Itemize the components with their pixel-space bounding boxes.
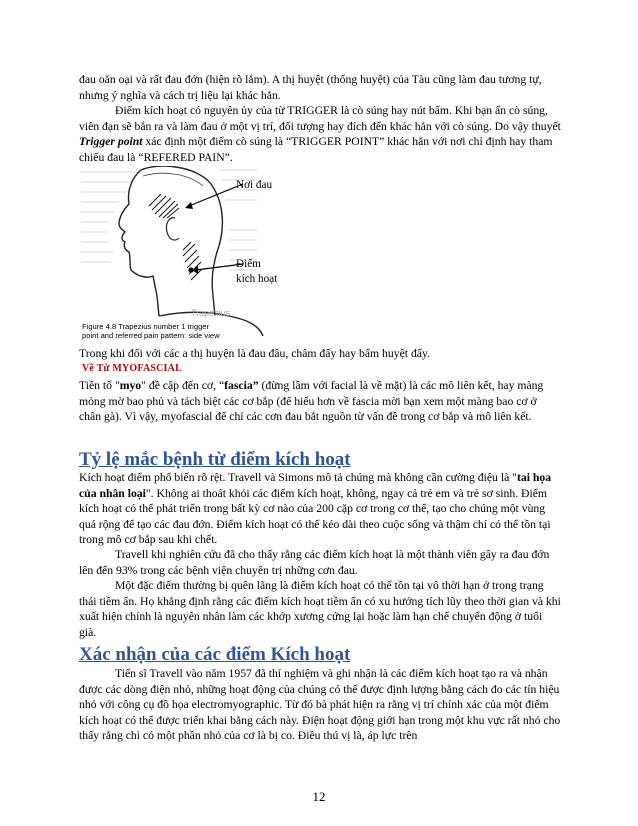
paragraph-a-thi: Trong khi đối với các a thị huyện là đau đâu, châm đấy hay bấm huyệt đấy. xyxy=(79,347,430,360)
myo-term: myo xyxy=(119,379,142,392)
label-pain-location: Nơi đau xyxy=(236,179,273,191)
svg-text:Trapezius: Trapezius xyxy=(191,308,231,318)
paragraph-myofascial: Tiền tố "myo" đề cập đến cơ, “fascia” (đừng lầm với facial là về mặt) là các mô liên kết, hay màng mỏng mờ bao phủ và tách biệt các cơ bắp (để hiểu hơn về fascia mời bạn xem một màng bao cơ ở chân gà). Vì vậy, myofascial để chỉ các cơn đau bắt nguồn từ vấn đề trong cơ bắp và mô liên kết. xyxy=(79,379,544,424)
label-trigger-point: Điểm kích hoạt xyxy=(236,258,278,285)
heading-prevalence: Tỷ lệ mắc bệnh từ điểm kích hoạt xyxy=(79,449,351,470)
paragraph-confirmation: Tiến sĩ Travell vào năm 1957 đã thí nghiệm và ghi nhận là các điểm kích hoạt tạo ra và nhận được các dòng điện nhỏ, những hoạt động của chúng có thể được định lượng bằng cách đo các tín hiệu nhỏ với công cụ đồ họa electromyographic. Từ đó bà phát hiện ra rằng vị trí chính xác của một điểm kích hoạt có thể được triển khai bằng cách này. Điện hoạt động giới hạn trong một khu vực rất nhỏ cho thấy rằng chỉ có một phần nhỏ của cơ là bị co. Điều thú vị là, áp lực trên xyxy=(79,667,561,743)
head-neck-illustration xyxy=(79,166,325,346)
fascia-term: fascia” xyxy=(224,379,259,392)
heading-confirmation: Xác nhận của các điểm Kích hoạt xyxy=(79,644,351,665)
trigger-point-term: Trigger point xyxy=(79,135,143,149)
paragraph-latent-points: Một đặc điểm thường bị quên lãng là điểm kích hoạt có thể tồn tại vô thời hạn ở trong trạng thái tiềm ẩn. Họ khẳng định rằng các điểm kích hoạt tiềm ẩn có xu hướng tích lũy theo thời gian và khi xuất hiện chính là nguyên nhân làm các khớp xương cứng lại hoặc làm hạn chế chuyển động ở tuổi già. xyxy=(79,579,561,639)
trapezius-figure xyxy=(79,166,325,346)
paragraph-intro: đau oằn oại và rất đau đớn (hiện rõ lắm). A thị huyệt (thống huyệt) của Tàu cũng làm đau tương tự, nhưng ý nghĩa và cách trị liệu lại khác hẳn. xyxy=(79,73,542,102)
paragraph-prevalence: Kích hoạt điểm phổ biến rõ rệt. Travell và Simons mô tả chúng mà không cần cường điệu là "tai họa của nhân loại". Không ai thoát khỏi các điểm kích hoạt, không, ngay cả trẻ em và trẻ sơ sinh. Điểm kích hoạt có thể phát triển trong bất kỳ cơ nào của 200 cặp cơ trong cơ thể, tạo cho chúng một vùng quá rộng để tạo các đau đớn. Điểm kích hoạt có thể kéo dài theo cuộc sống và thậm chí có thể tồn tại trong mô cơ bắp sau khi chết. xyxy=(79,471,552,547)
figure-caption: Figure 4.8 Trapezius number 1 trigger point and referred pain pattern: side view xyxy=(82,322,220,340)
paragraph-travell-study: Travell khi nghiên cứu đã cho thấy rằng các điểm kích hoạt là một thành viên gây ra đau đớn lên đến 93% trong các bệnh viện chuyên trị những cơn đau. xyxy=(79,548,550,577)
plague-term: tai họa của nhân loại xyxy=(79,471,552,500)
page-number: 12 xyxy=(312,789,326,804)
paragraph-trigger-definition: Điểm kích hoạt có nguyên ủy của từ TRIGGER là cò súng hay nút bấm. Khi bạn ấn cò súng, viên đạn sẽ bắn ra và làm đau ở một vị trí, đối tượng hay đích đến khác hẳn với cò súng. Do vậy thuyết Trigger point xác định một điểm cò súng là “TRIGGER POINT” khác hẳn với nơi chỉ định hay tham chiếu đau là “REFERED PAIN”. xyxy=(79,104,561,164)
section-myofascial-heading: Về Từ MYOFASCIAL xyxy=(82,363,182,374)
